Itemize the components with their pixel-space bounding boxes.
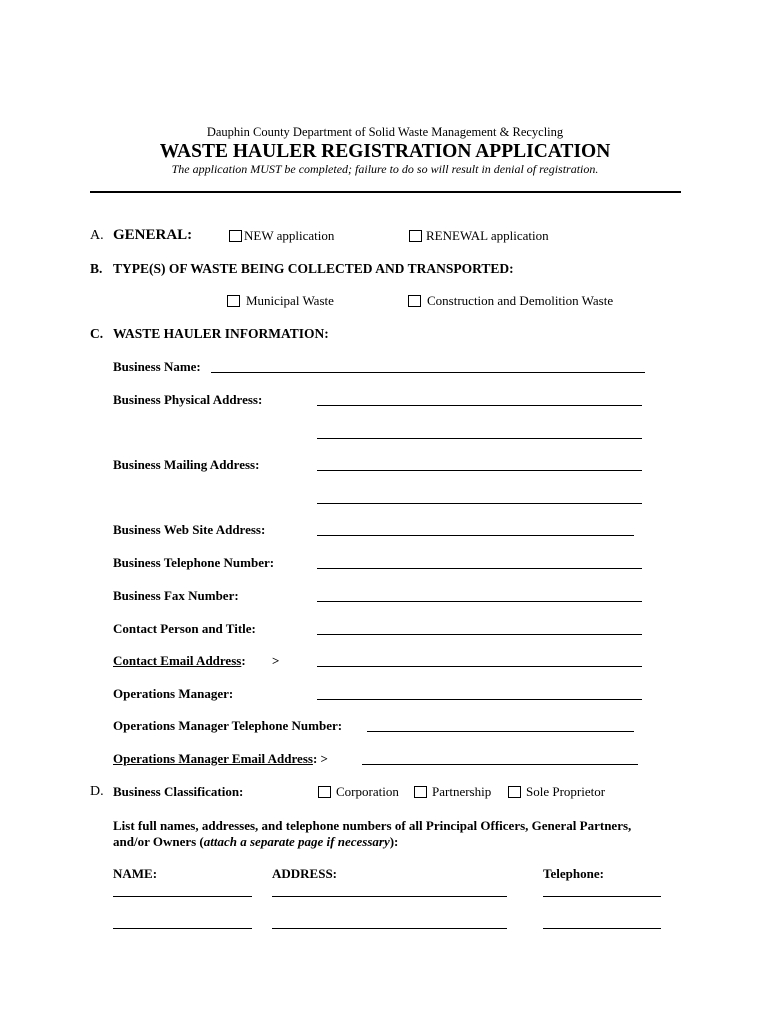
ops-manager-label: Operations Manager: [113,686,234,701]
ops-manager-email-suffix: : > [312,751,328,766]
physical-address-field-1[interactable] [317,405,642,406]
section-b-title: TYPE(S) OF WASTE BEING COLLECTED AND TRANSPORTED: [113,261,514,276]
physical-address-field-2[interactable] [317,438,642,439]
contact-person-label: Contact Person and Title: [113,621,256,636]
department-name: Dauphin County Department of Solid Waste Management & Recycling [206,125,564,139]
contact-email-label: Contact Email Address [113,653,242,668]
contact-person-field[interactable] [317,634,642,635]
sole-proprietor-checkbox[interactable] [508,786,521,798]
address-column-header: ADDRESS: [272,866,338,881]
new-application-checkbox[interactable] [229,230,242,242]
section-b-letter: B. [90,261,103,276]
ops-manager-field[interactable] [317,699,642,700]
partnership-checkbox[interactable] [414,786,427,798]
fax-label: Business Fax Number: [113,588,239,603]
principal-name-field-1[interactable] [113,896,252,897]
principal-name-field-2[interactable] [113,928,252,929]
mailing-address-field-1[interactable] [317,470,642,471]
ops-manager-email-label-group [113,751,328,767]
section-a-letter: A. [90,228,104,243]
contact-email-colon: : [241,653,246,668]
mailing-address-field-2[interactable] [317,503,642,504]
ops-manager-phone-label: Operations Manager Telephone Number: [113,718,343,733]
principal-address-field-1[interactable] [272,896,507,897]
ops-manager-email-label: Operations Manager Email Address [113,751,313,766]
contact-email-field[interactable] [317,666,642,667]
form-title: WASTE HAULER REGISTRATION APPLICATION [159,141,611,162]
principal-telephone-field-1[interactable] [543,896,661,897]
mailing-address-label: Business Mailing Address: [113,457,260,472]
new-application-label: NEW application [244,228,335,243]
physical-address-label: Business Physical Address: [113,392,263,407]
principal-telephone-field-2[interactable] [543,928,661,929]
municipal-waste-label: Municipal Waste [246,293,334,308]
business-classification-label: Business Classification: [113,784,244,799]
principals-instructions-line2 [113,834,398,850]
telephone-label: Business Telephone Number: [113,555,275,570]
renewal-application-label: RENEWAL application [426,228,549,243]
web-site-label: Business Web Site Address: [113,522,266,537]
contact-email-label-group [113,653,246,669]
instructions-pre: and/or Owners ( [113,834,204,849]
principal-address-field-2[interactable] [272,928,507,929]
section-c-title: WASTE HAULER INFORMATION: [113,326,329,341]
business-name-label: Business Name: [113,359,201,374]
sole-proprietor-label: Sole Proprietor [526,784,606,799]
instructions-em: attach a separate page if necessary [203,834,390,849]
header-divider [90,191,681,193]
section-c-letter: C. [90,326,104,341]
instructions-post: ): [389,834,399,849]
name-column-header: NAME: [113,866,158,881]
cd-waste-label: Construction and Demolition Waste [427,293,614,308]
web-site-field[interactable] [317,535,634,536]
ops-manager-email-field[interactable] [362,764,638,765]
cd-waste-checkbox[interactable] [408,295,421,307]
section-a-title: GENERAL: [113,227,193,243]
section-d-letter: D. [90,784,104,799]
corporation-label: Corporation [336,784,399,799]
fax-field[interactable] [317,601,642,602]
principals-instructions-line1: List full names, addresses, and telephone numbers of all Principal Officers, General Partners, [113,818,632,833]
telephone-field[interactable] [317,568,642,569]
ops-manager-phone-field[interactable] [367,731,634,732]
contact-email-arrow: > [272,653,280,668]
form-notice: The application MUST be completed; failure to do so will result in denial of registration. [171,162,599,176]
renewal-application-checkbox[interactable] [409,230,422,242]
partnership-label: Partnership [432,784,492,799]
business-name-field[interactable] [211,372,645,373]
corporation-checkbox[interactable] [318,786,331,798]
telephone-column-header: Telephone: [543,866,604,881]
municipal-waste-checkbox[interactable] [227,295,240,307]
